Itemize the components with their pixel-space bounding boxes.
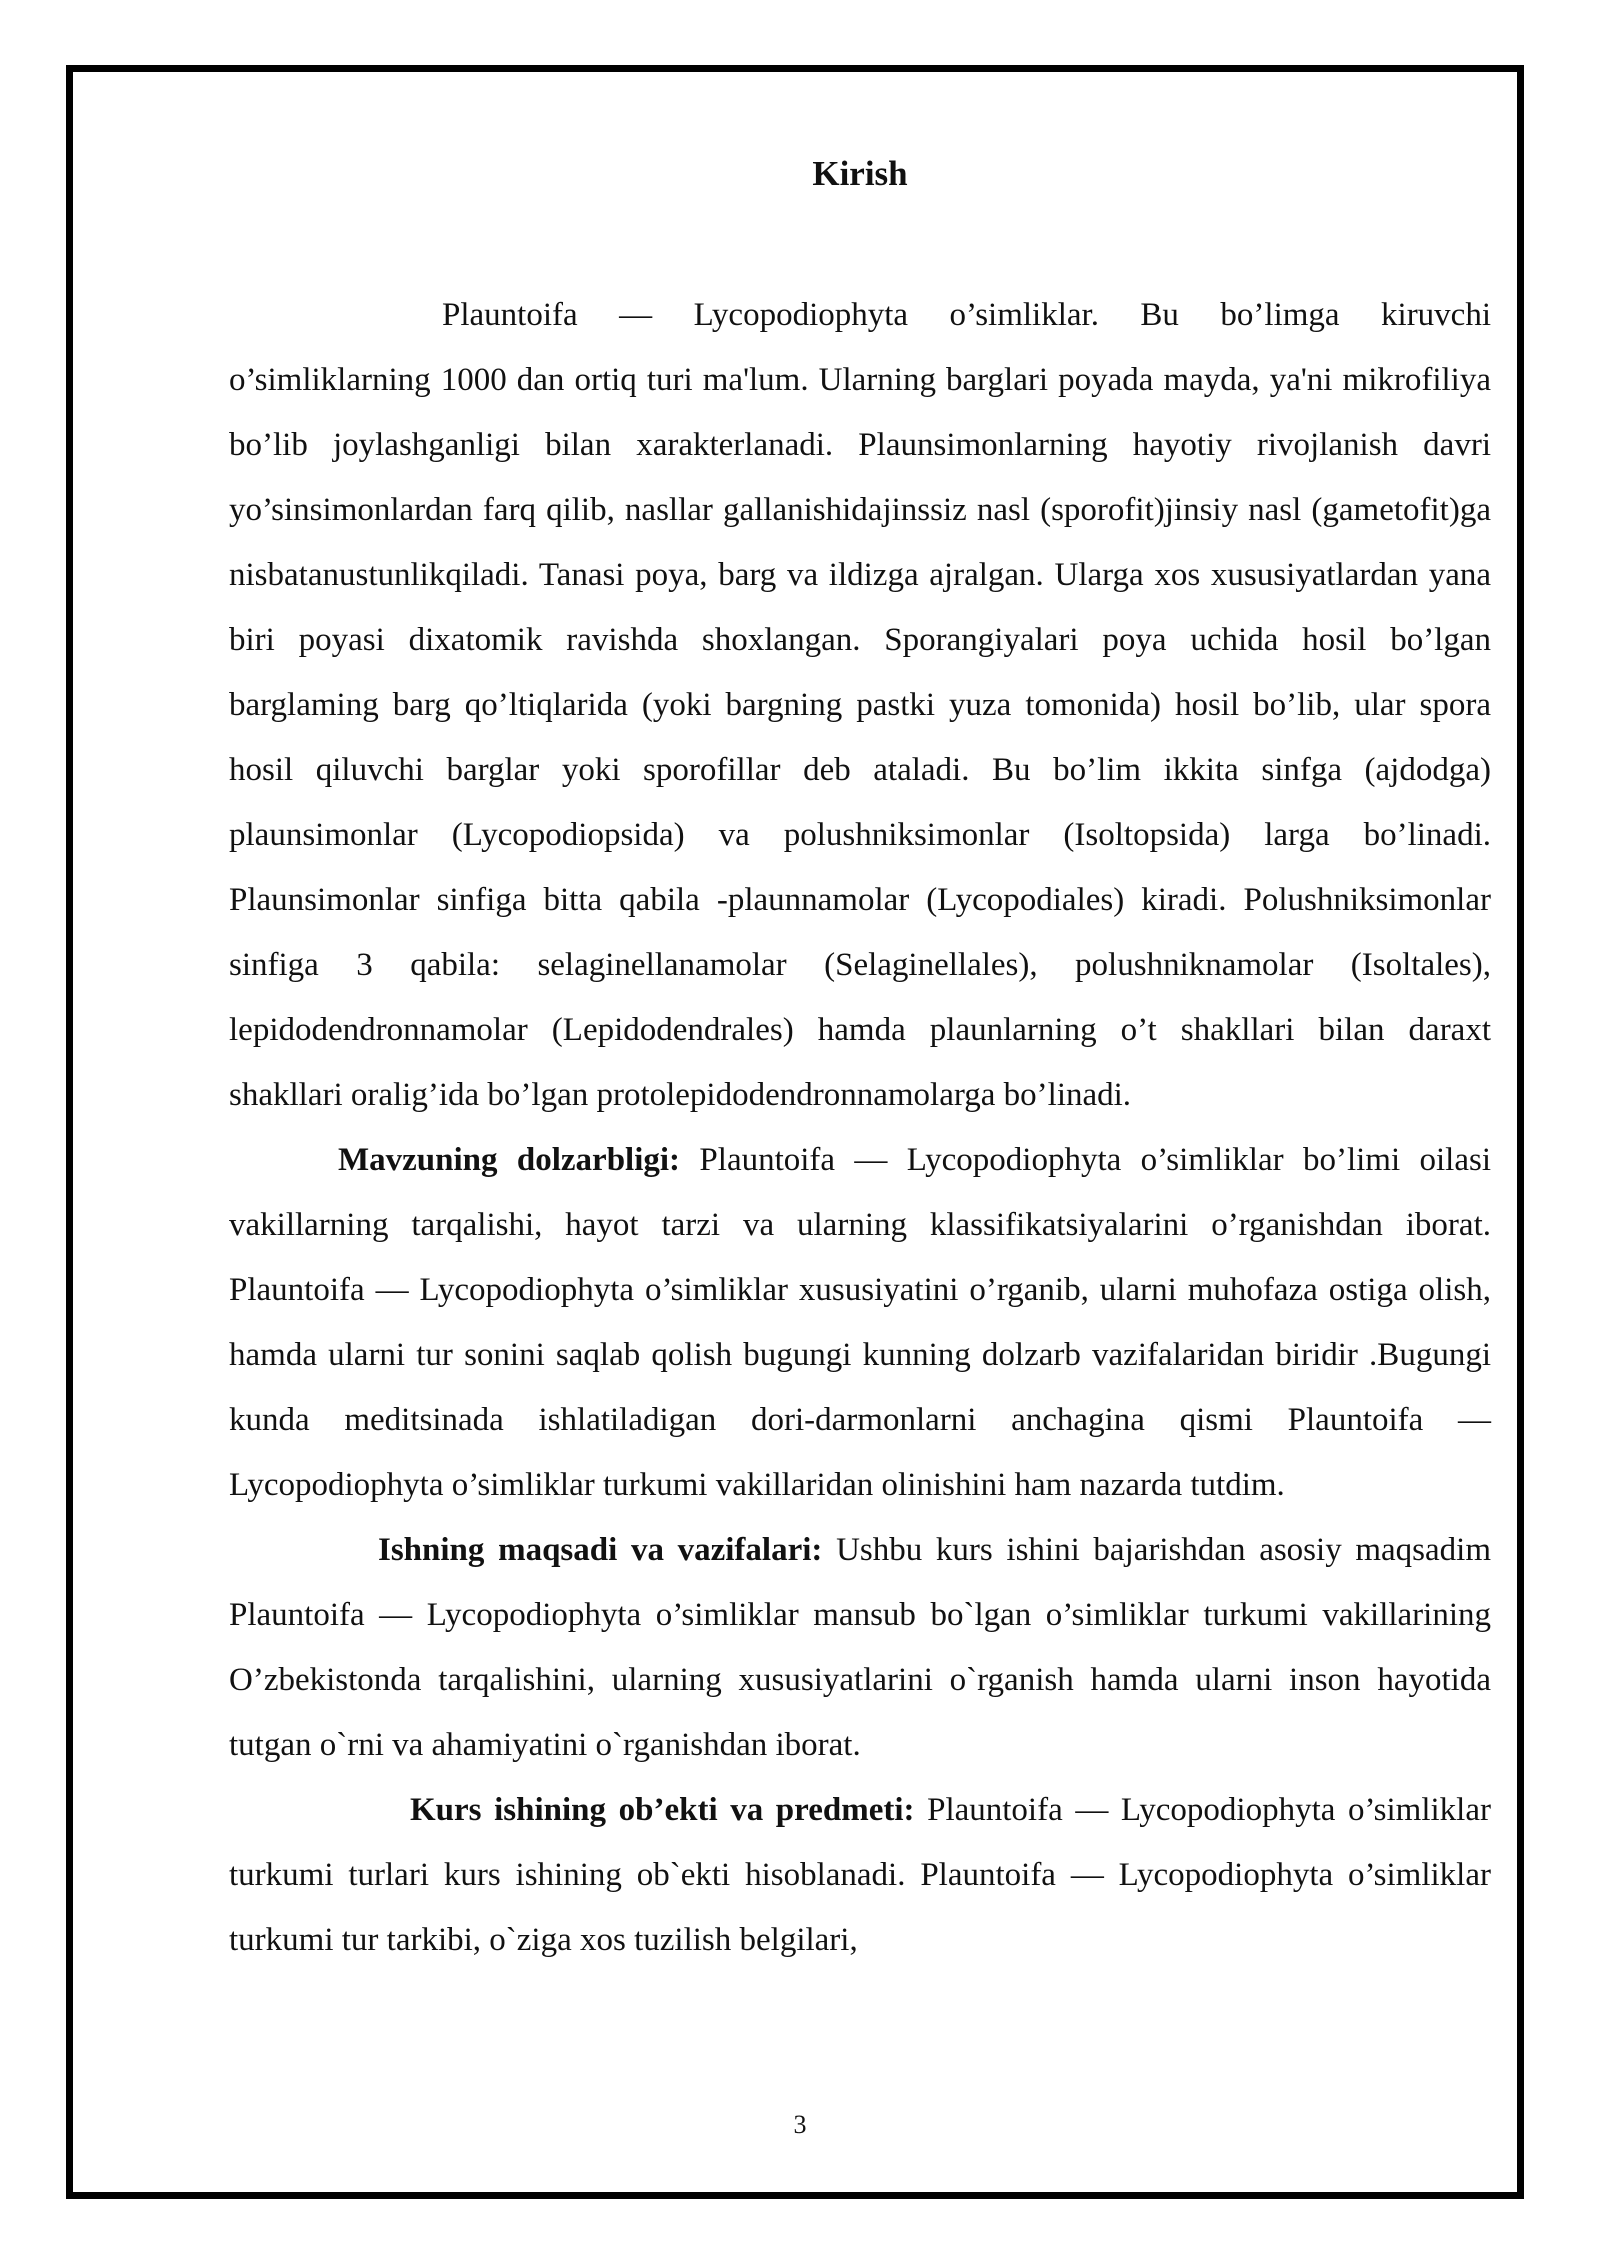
- intro-paragraph: [229, 283, 1491, 1128]
- relevance-heading: Mavzuning dolzarbligi:: [338, 1142, 681, 1178]
- goals-heading: Ishning maqsadi va vazifalari:: [378, 1532, 823, 1568]
- page-number: 3: [793, 2110, 807, 2139]
- paragraph-text: Ushbu kurs ishini bajarishdan asosiy maqsadim Plauntoifa — Lycopodiophyta o’simliklar mansub bo`lgan o’simliklar turkumi vakillarining O’zbekistonda tarqalishini, ularning xususiyatlarini o`rganish hamda ularni inson hayotida tutgan o`rni va ahamiyatini o`rganishdan iborat.: [229, 1532, 1491, 1763]
- paragraph-text: Plauntoifa — Lycopodiophyta o’simliklar turkumi turlari kurs ishining ob`ekti hisoblanadi. Plauntoifa — Lycopodiophyta o’simliklar turkumi tur tarkibi, o`ziga xos tuzilish belgilari,: [229, 1792, 1491, 1958]
- paragraph-text: Plauntoifa — Lycopodiophyta o’simliklar bo’limi oilasi vakillarning tarqalishi, hayot tarzi va ularning klassifikatsiyalarini o’rganishdan iborat. Plauntoifa — Lycopodiophyta o’simliklar xususiyatini o’rganib, ularni muhofaza ostiga olish, hamda ularni tur sonini saqlab qolish bugungi kunning dolzarb vazifalaridan biridir .Bugungi kunda meditsinada ishlatiladigan dori-darmonlarni anchagina qismi Plauntoifa — Lycopodiophyta o’simliklar turkumi vakillaridan olinishini ham nazarda tutdim.: [229, 1142, 1492, 1503]
- goals-paragraph: [229, 1518, 1491, 1778]
- paragraph-text: Plauntoifa — Lycopodiophyta o’simliklar. Bu bo’limga kiruvchi o’simliklarning 1000 dan ortiq turi ma'lum. Ularning barglari poyada mayda, ya'ni mikrofiliya bo’lib joylashganligi bilan xarakterlanadi. Plaunsimonlarning hayotiy rivojlanish davri yo’sinsimonlardan farq qilib, nasllar gallanishidajinssiz nasl (sporofit)jinsiy nasl (gametofit)ga nisbatanustunlikqiladi. Tanasi poya, barg va ildizga ajralgan. Ularga xos xususiyatlardan yana biri poyasi dixatomik ravishda shoxlangan. Sporangiyalari poya uchida hosil bo’lgan barglaming barg qo’ltiqlarida (yoki bargning pastki yuza tomonida) hosil bo’lib, ular spora hosil qiluvchi barglar yoki sporofillar deb ataladi. Bu bo’lim ikkita sinfga (ajdodga) plaunsimonlar (Lycopodiopsida) va polushniksimonlar (Isoltopsida) larga bo’linadi. Plaunsimonlar sinfiga bitta qabila -plaunnamolar (Lycopodiales) kiradi. Polushniksimonlar sinfiga 3 qabila: selaginellanamolar (Selaginellales), polushniknamolar (Isoltales), lepidodendronnamolar (Lepidodendrales) hamda plaunlarning o’t shakllari bilan daraxt shakllari oralig’ida bo’lgan protolepidodendronnamolarga bo’linadi.: [229, 297, 1491, 1113]
- document-body: [229, 283, 1491, 1973]
- object-heading: Kurs ishining ob’ekti va predmeti:: [410, 1792, 915, 1828]
- relevance-paragraph: [229, 1128, 1491, 1518]
- page-title: Kirish: [812, 154, 908, 193]
- object-paragraph: [229, 1778, 1491, 1973]
